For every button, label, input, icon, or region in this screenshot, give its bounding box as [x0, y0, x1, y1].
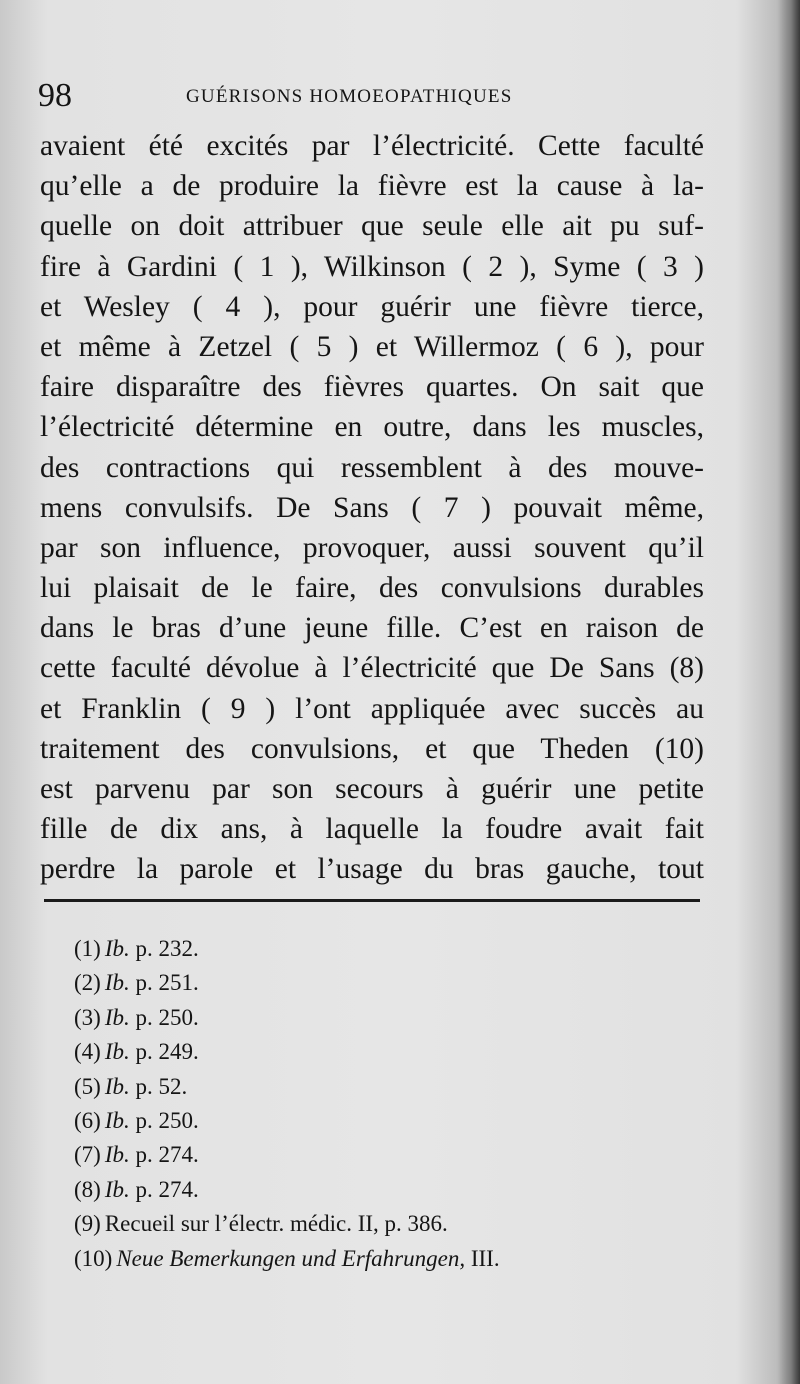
body-line: mens convulsifs. De Sans ( 7 ) pouvait même,: [40, 491, 704, 524]
footnote-reference: Ib.: [104, 970, 130, 996]
body-line: perdre la parole et l’usage du bras gauche, tout: [40, 853, 704, 886]
body-line: et même à Zetzel ( 5 ) et Willermoz ( 6 ), pour: [40, 330, 704, 363]
footnote-reference: Ib.: [104, 1176, 130, 1202]
body-line: fire à Gardini ( 1 ), Wilkinson ( 2 ), Syme ( 3 ): [40, 250, 704, 283]
footnote-number: (9): [74, 1211, 101, 1237]
footnote-reference: Ib.: [104, 1142, 130, 1168]
footnote-number: (1): [74, 936, 101, 961]
body-line: faire disparaître des fièvres quartes. On sait que: [40, 371, 704, 404]
body-line: et Wesley ( 4 ), pour guérir une fièvre tierce,: [40, 290, 704, 323]
footnote-text: p. 274.: [129, 1142, 199, 1168]
footnote-reference: Ib.: [104, 936, 130, 961]
body-line: est parvenu par son secours à guérir une petite: [40, 773, 704, 805]
footnote-item: [74, 1138, 714, 1172]
body-line: dans le bras d’une jeune fille. C’est en raison de: [40, 612, 704, 645]
body-line: qu’elle a de produire la fièvre est la cause à la-: [40, 170, 704, 203]
footnote-item: [74, 1207, 714, 1241]
footnote-item: [74, 1070, 714, 1104]
footnote-text: p. 232.: [129, 936, 199, 961]
footnote-item: [74, 932, 714, 966]
body-line: et Franklin ( 9 ) l’ont appliquée avec succès au: [40, 692, 704, 725]
body-line: quelle on doit attribuer que seule elle ait pu suf-: [40, 210, 704, 243]
footnote-text: p. 250.: [129, 1004, 199, 1030]
footnote-item: [74, 966, 714, 1000]
header-title: GUÉRISONS HOMOEOPATHIQUES: [186, 86, 513, 107]
footnote-text: p. 251.: [129, 970, 199, 996]
footnote-text: p. 250.: [129, 1107, 199, 1133]
footnote-reference: Ib.: [104, 1039, 130, 1065]
footnotes: [74, 932, 714, 1276]
body-text: [40, 126, 704, 890]
footnote-text: p. 52.: [129, 1073, 188, 1099]
body-line: par son influence, provoquer, aussi souvent qu’il: [40, 531, 704, 564]
footnote-reference: Ib.: [104, 1004, 130, 1030]
running-head: [38, 76, 698, 116]
footnote-text: p. 249.: [129, 1039, 199, 1065]
body-line: l’électricité détermine en outre, dans les muscles,: [40, 411, 704, 444]
footnote-text: III.: [465, 1245, 500, 1271]
footnote-item: [74, 1001, 714, 1035]
footnote-reference: Neue Bemerkungen und Erfahrungen,: [116, 1245, 466, 1271]
body-line: des contractions qui ressemblent à des mouve-: [40, 451, 704, 484]
footnote-number: (7): [74, 1142, 101, 1168]
footnote-number: (8): [74, 1176, 101, 1202]
body-line: lui plaisait de le faire, des convulsions durables: [40, 572, 704, 605]
footnote-text: Recueil sur l’électr. médic. II, p. 386.: [104, 1211, 448, 1237]
footnote-divider: [44, 899, 700, 902]
footnote-item: [74, 1035, 714, 1069]
footnote-number: (3): [74, 1004, 101, 1030]
body-line: traitement des convulsions, et que Theden (10): [40, 732, 704, 765]
footnote-text: p. 274.: [129, 1176, 199, 1202]
footnote-number: (6): [74, 1107, 101, 1133]
footnote-item: [74, 1242, 714, 1276]
page-number: 98: [38, 77, 72, 114]
page-edge-shadow: [778, 0, 800, 1384]
body-line: cette faculté dévolue à l’électricité que De Sans (8): [40, 652, 704, 685]
footnote-reference: Ib.: [104, 1073, 130, 1099]
body-line: avaient été excités par l’électricité. Cette faculté: [40, 130, 704, 162]
footnote-number: (5): [74, 1073, 101, 1099]
footnote-number: (2): [74, 970, 101, 996]
footnote-item: [74, 1173, 714, 1207]
body-line: fille de dix ans, à laquelle la foudre avait fait: [40, 813, 704, 846]
footnote-number: (4): [74, 1039, 101, 1065]
footnote-number: (10): [74, 1245, 113, 1271]
footnote-reference: Ib.: [104, 1107, 130, 1133]
footnote-item: [74, 1104, 714, 1138]
